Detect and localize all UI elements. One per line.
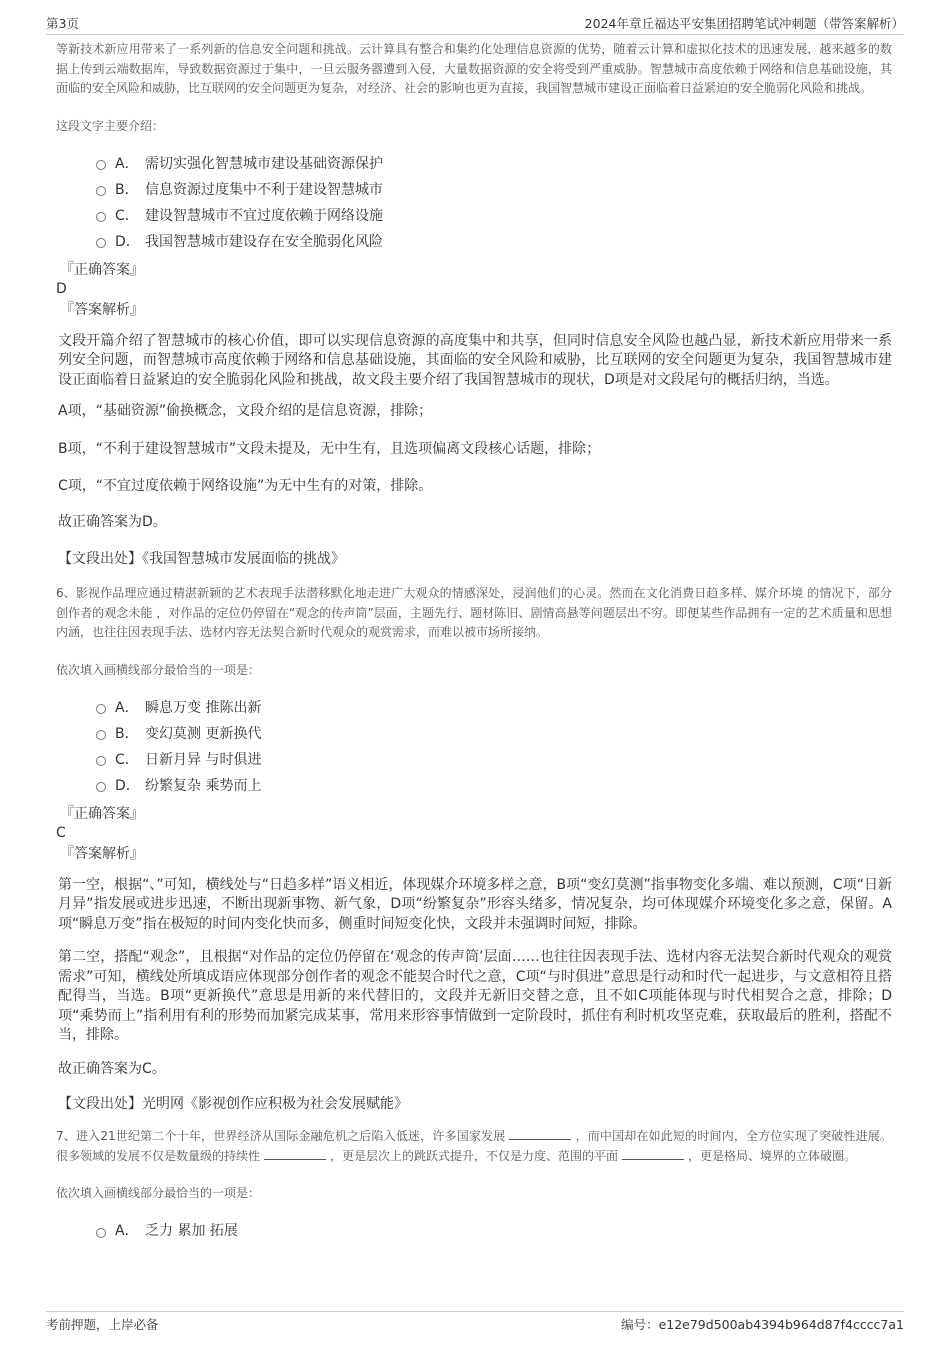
q6-answer: C [56, 824, 66, 841]
q6-answer-label: 『正确答案』 [60, 805, 144, 822]
q5-option-a[interactable] [96, 150, 892, 176]
radio-icon[interactable] [96, 704, 106, 714]
page-footer [46, 1311, 904, 1336]
fill-blank [622, 1147, 684, 1160]
q6-prompt: 依次填入画横线部分最恰当的一项是： [56, 662, 261, 677]
q7-prompt: 依次填入画横线部分最恰当的一项是： [56, 1186, 261, 1200]
radio-icon[interactable] [96, 160, 106, 170]
page-header [46, 12, 904, 35]
document-id: 编号：e12e79d500ab4394b964d87f4cccc7a1 [621, 1317, 904, 1332]
radio-icon[interactable] [96, 756, 106, 766]
q7-text-part: ，更是格局、境界的立体破圈。 [688, 1148, 857, 1163]
option-text: 瞬息万变 推陈出新 [145, 699, 262, 716]
q5-source: 【文段出处】《我国智慧城市发展面临的挑战》 [58, 551, 345, 567]
q6-analysis-blank2: 第二空，搭配“观念”，且根据“对作品的定位仍停留在‘观念的传声筒’层面……也往往因表现手法、选材内容无法契合新时代观众的观赏需求”可知，横线处所填成语应体现部分创作者的观念不能契合时代之意，C项“与时俱进”意思是行动和时代一起进步，与文意相符且搭配得当，当选。B项“更新换代”意思是用新的来代替旧的，文段并无新旧交替之意，且不如C项能体现与时代相契合之意，排除；D项“乘势而上”指利用有利的形势而加紧完成某事，常用来形容事情做到一定阶段时，抓住有利时机攻坚克难，获取最后的胜利，搭配不当，排除。 [58, 949, 892, 1043]
option-text: 建设智慧城市不宜过度依赖于网络设施 [145, 207, 383, 224]
q5-analysis-label: 『答案解析』 [60, 301, 144, 318]
q5-analysis-b: B项，“不利于建设智慧城市”文段未提及，无中生有，且选项偏离文段核心话题，排除； [58, 440, 601, 457]
q5-analysis-c: C项，“不宜过度依赖于网络设施”为无中生有的对策，排除。 [58, 478, 433, 494]
q6-option-d[interactable] [96, 772, 892, 798]
fill-blank [509, 1127, 571, 1140]
option-letter: C． [115, 207, 139, 224]
q5-analysis-main: 文段开篇介绍了智慧城市的核心价值，即可以实现信息资源的高度集中和共享，但同时信息安全风险也越凸显，新技术新应用带来一系列安全问题，而智慧城市高度依赖于网络和信息基础设施，其面临的安全风险和威胁，比互联网的安全问题更为复杂，我国智慧城市建设正面临着日益紧迫的安全脆弱化风险和挑战，故文段主要介绍了我国智慧城市的现状，D项是对文段尾句的概括归纳，当选。 [58, 332, 892, 388]
radio-icon[interactable] [96, 1228, 106, 1238]
option-letter: A． [115, 1223, 139, 1239]
option-letter: B． [115, 725, 139, 742]
option-letter: C． [115, 751, 139, 768]
footer-slogan: 考前押题，上岸必备 [46, 1317, 159, 1332]
option-letter: D． [115, 777, 140, 794]
q6-option-a[interactable] [96, 694, 892, 720]
option-text: 需切实强化智慧城市建设基础资源保护 [145, 155, 383, 172]
q5-passage: 等新技术新应用带来了一系列新的信息安全问题和挑战。云计算具有整合和集约化处理信息资源的优势，随着云计算和虚拟化技术的迅速发展，越来越多的数据上传到云端数据库，导致数据资源过于集中，一旦云服务器遭到入侵，大量数据资源的安全将受到严重威胁。智慧城市高度依赖于网络和信息基础设施，其面临的安全风险和威胁，比互联网的安全问题更为复杂，对经济、社会的影响也更为直接，我国智慧城市建设正面临着日益紧迫的安全脆弱化风险和挑战。 [56, 42, 892, 95]
q7-text-part: ，更是层次上的跳跃式提升，不仅是力度、范围的平面 [330, 1148, 619, 1163]
q5-prompt: 这段文字主要介绍： [56, 118, 165, 133]
option-letter: A． [115, 155, 139, 172]
q6-options [96, 694, 892, 798]
q5-answer-label: 『正确答案』 [60, 261, 144, 278]
option-letter: D． [115, 233, 140, 250]
q5-option-d[interactable] [96, 228, 892, 254]
page-content [56, 40, 892, 1243]
q6-analysis-label: 『答案解析』 [60, 845, 144, 862]
q7-text [56, 1127, 892, 1166]
q5-analysis-a: A项，“基础资源”偷换概念，文段介绍的是信息资源，排除； [58, 403, 433, 419]
q5-option-c[interactable] [96, 202, 892, 228]
fill-blank [264, 1147, 326, 1160]
radio-icon[interactable] [96, 782, 106, 792]
q6-option-b[interactable] [96, 720, 892, 746]
q7-text-part: ，而中国却在如此短的时间内，全方位实现了突破性进展。很多领域的发展不仅是数量级的持续性 [56, 1129, 892, 1163]
option-text: 信息资源过度集中不利于建设智慧城市 [145, 181, 383, 198]
q5-option-b[interactable] [96, 176, 892, 202]
radio-icon[interactable] [96, 212, 106, 222]
q6-text: 6、影视作品理应通过精湛新颖的艺术表现手法潜移默化地走进广大观众的情感深处，浸润他们的心灵。然而在文化消费日趋多样、媒介环境 的情况下，部分创作者的观念未能 ，对作品的定位仍停留在“观念的传声筒”层面，主题先行、题材陈旧、剧情高悬等问题层出不穷。即便某些作品拥有一定的艺术质量和思想内涵，也往往因表现手法、选材内容无法契合新时代观众的观赏需求，而难以被市场所接纳。 [56, 586, 892, 639]
option-letter: B． [115, 181, 139, 198]
page-number: 第3页 [46, 16, 79, 31]
option-text: 日新月异 与时俱进 [145, 751, 262, 768]
option-text: 变幻莫测 更新换代 [145, 725, 262, 742]
q6-source: 【文段出处】光明网《影视创作应积极为社会发展赋能》 [58, 1096, 408, 1112]
option-text: 乏力 累加 拓展 [145, 1223, 238, 1239]
option-text: 纷繁复杂 乘势而上 [145, 777, 262, 794]
radio-icon[interactable] [96, 238, 106, 248]
document-title: 2024年章丘福达平安集团招聘笔试冲刺题（带答案解析） [584, 16, 904, 31]
q7-option-a[interactable] [96, 1217, 892, 1243]
radio-icon[interactable] [96, 730, 106, 740]
q6-conclusion: 故正确答案为C。 [58, 1060, 166, 1077]
radio-icon[interactable] [96, 186, 106, 196]
q7-text-part: 7、进入21世纪第二个十年，世界经济从国际金融危机之后陷入低迷，许多国家发展 [56, 1129, 506, 1143]
option-letter: A． [115, 699, 139, 716]
q6-analysis-blank1: 第一空，根据“、”可知，横线处与“日趋多样”语义相近，体现媒介环境多样之意，B项“变幻莫测”指事物变化多端、难以预测，C项“日新月异”指发展或进步迅速，不断出现新事物、新气象，D项“纷繁复杂”形容头绪多，情况复杂，均可体现媒介环境变化多之意，保留。A项“瞬息万变”指在极短的时间内变化快而多，侧重时间短变化快，文段并未强调时间短，排除。 [58, 876, 892, 932]
q5-conclusion: 故正确答案为D。 [58, 513, 167, 530]
q7-options [96, 1217, 892, 1243]
option-text: 我国智慧城市建设存在安全脆弱化风险 [145, 233, 383, 250]
q6-option-c[interactable] [96, 746, 892, 772]
q5-answer: D [56, 280, 67, 297]
q5-options [96, 150, 892, 254]
